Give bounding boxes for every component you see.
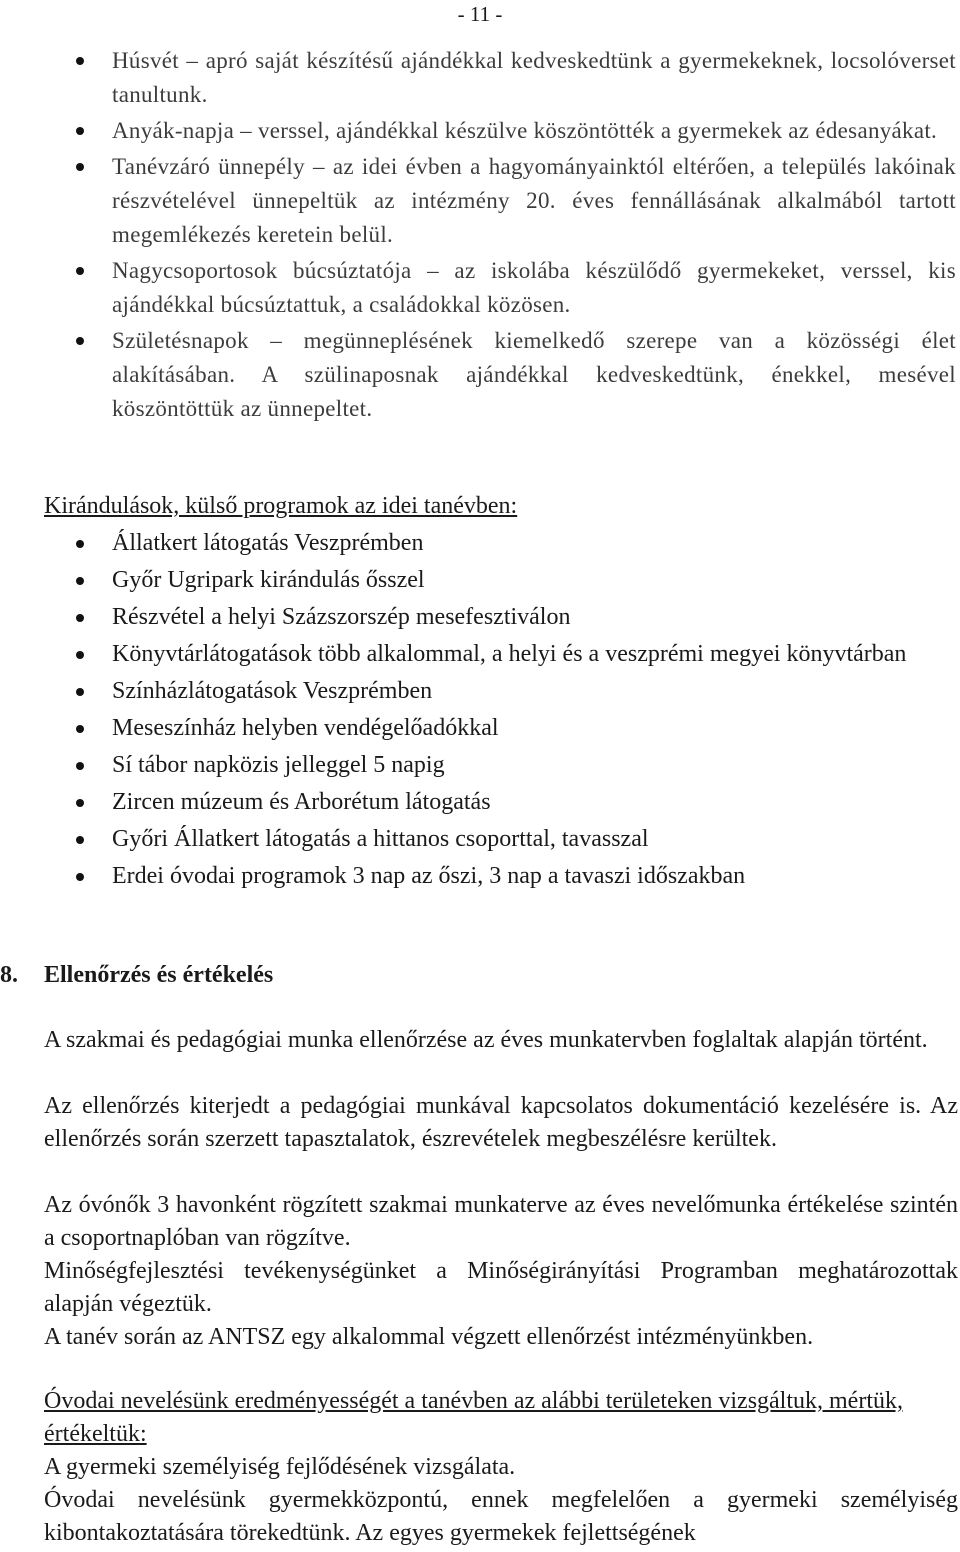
bullet-icon <box>76 163 84 171</box>
paragraph: Az óvónők 3 havonként rögzített szakmai munkaterve az éves nevelőmunka értékelése szintén a csoportnaplóban van rögzítve. <box>44 1192 958 1251</box>
list-item <box>0 254 960 322</box>
list-item-text: Könyvtárlátogatások több alkalommal, a helyi és a veszprémi megyei könyvtárban <box>112 641 907 667</box>
bullet-icon <box>76 762 84 770</box>
paragraph: Minőségfejlesztési tevékenységünket a Minőségirányítási Programban meghatározottak alapján végeztük. <box>44 1258 958 1317</box>
bullet-icon <box>76 337 84 345</box>
list-item <box>0 712 960 745</box>
list-item-text: Születésnapok – megünneplésének kiemelkedő szerepe van a közösségi élet alakításában. A szülinaposnak ajándékkal kedveskedtünk, énekkel, mesével köszöntöttük az ünnepeltet. <box>112 328 956 421</box>
bullet-icon <box>76 540 84 548</box>
bullet-icon <box>76 127 84 135</box>
list-item <box>0 527 960 560</box>
list-item-text: Győr Ugripark kirándulás ősszel <box>112 567 425 593</box>
list-item-text: Anyák-napja – verssel, ajándékkal készülve köszöntötték a gyermekek az édesanyákat. <box>112 118 938 143</box>
list-item <box>0 44 960 112</box>
list-item-text: Erdei óvodai programok 3 nap az őszi, 3 nap a tavaszi időszakban <box>112 863 746 889</box>
list-item <box>0 786 960 819</box>
list-item-text: Győri Állatkert látogatás a hittanos csoporttal, tavasszal <box>112 826 649 852</box>
list-item <box>0 823 960 856</box>
paragraph: A gyermeki személyiség fejlődésének vizsgálata. <box>44 1454 516 1480</box>
bullet-icon <box>76 836 84 844</box>
results-heading: Óvodai nevelésünk eredményességét a tanévben az alábbi területeken vizsgáltuk, mértük, értékeltük: <box>44 1388 903 1447</box>
paragraph: Óvodai nevelésünk gyermekközpontú, ennek megfelelően a gyermeki személyiség kibontakoztatására törekedtünk. Az egyes gyermekek fejlettségének <box>44 1487 958 1546</box>
bullet-icon <box>76 725 84 733</box>
section-number: 8. <box>0 962 18 988</box>
list-item-text: Meseszínház helyben vendégelőadókkal <box>112 715 499 741</box>
list-item <box>0 601 960 634</box>
bullet-icon <box>76 799 84 807</box>
list-item-text: Tanévzáró ünnepély – az idei évben a hagyományainktól eltérően, a település lakóinak részvételével ünnepeltük az intézmény 20. éves fennállásának alkalmából tartott megemlékezés keretein belül. <box>112 154 956 247</box>
section-title: Ellenőrzés és értékelés <box>44 962 274 988</box>
bullet-icon <box>76 688 84 696</box>
page-number: - 11 - <box>457 2 503 26</box>
paragraph: A szakmai és pedagógiai munka ellenőrzése az éves munkatervben foglaltak alapján történt. <box>44 1027 928 1053</box>
paragraph: Az ellenőrzés kiterjedt a pedagógiai munkával kapcsolatos dokumentáció kezelésére is. Az ellenőrzés során szerzett tapasztalatok, észrevételek megbeszélésre kerültek. <box>44 1093 958 1152</box>
list-item-text: Zircen múzeum és Arborétum látogatás <box>112 789 491 815</box>
bullet-icon <box>76 577 84 585</box>
list-item <box>0 638 960 671</box>
list-item-text: Színházlátogatások Veszprémben <box>112 678 433 704</box>
list-item-text: Húsvét – apró saját készítésű ajándékkal kedveskedtünk a gyermekeknek, locsolóverset tanultunk. <box>112 48 956 107</box>
list-item-text: Sí tábor napközis jelleggel 5 napig <box>112 752 445 778</box>
trips-heading: Kirándulások, külső programok az idei tanévben: <box>44 493 518 519</box>
bullet-icon <box>76 873 84 881</box>
trips-list <box>0 527 960 893</box>
list-item-text: Részvétel a helyi Százszorszép mesefesztiválon <box>112 604 571 630</box>
list-item <box>0 749 960 782</box>
list-item <box>0 675 960 708</box>
event-list <box>0 44 960 426</box>
list-item <box>0 114 960 148</box>
bullet-icon <box>76 57 84 65</box>
list-item-text: Állatkert látogatás Veszprémben <box>112 530 424 556</box>
list-item <box>0 324 960 426</box>
list-item <box>0 150 960 252</box>
bullet-icon <box>76 651 84 659</box>
bullet-icon <box>76 614 84 622</box>
list-item-text: Nagycsoportosok búcsúztatója – az iskolába készülődő gyermekeket, verssel, kis ajándékkal búcsúztattuk, a családokkal közösen. <box>112 258 956 317</box>
paragraph: A tanév során az ANTSZ egy alkalommal végzett ellenőrzést intézményünkben. <box>44 1324 814 1350</box>
bullet-icon <box>76 267 84 275</box>
list-item <box>0 564 960 597</box>
list-item <box>0 860 960 893</box>
